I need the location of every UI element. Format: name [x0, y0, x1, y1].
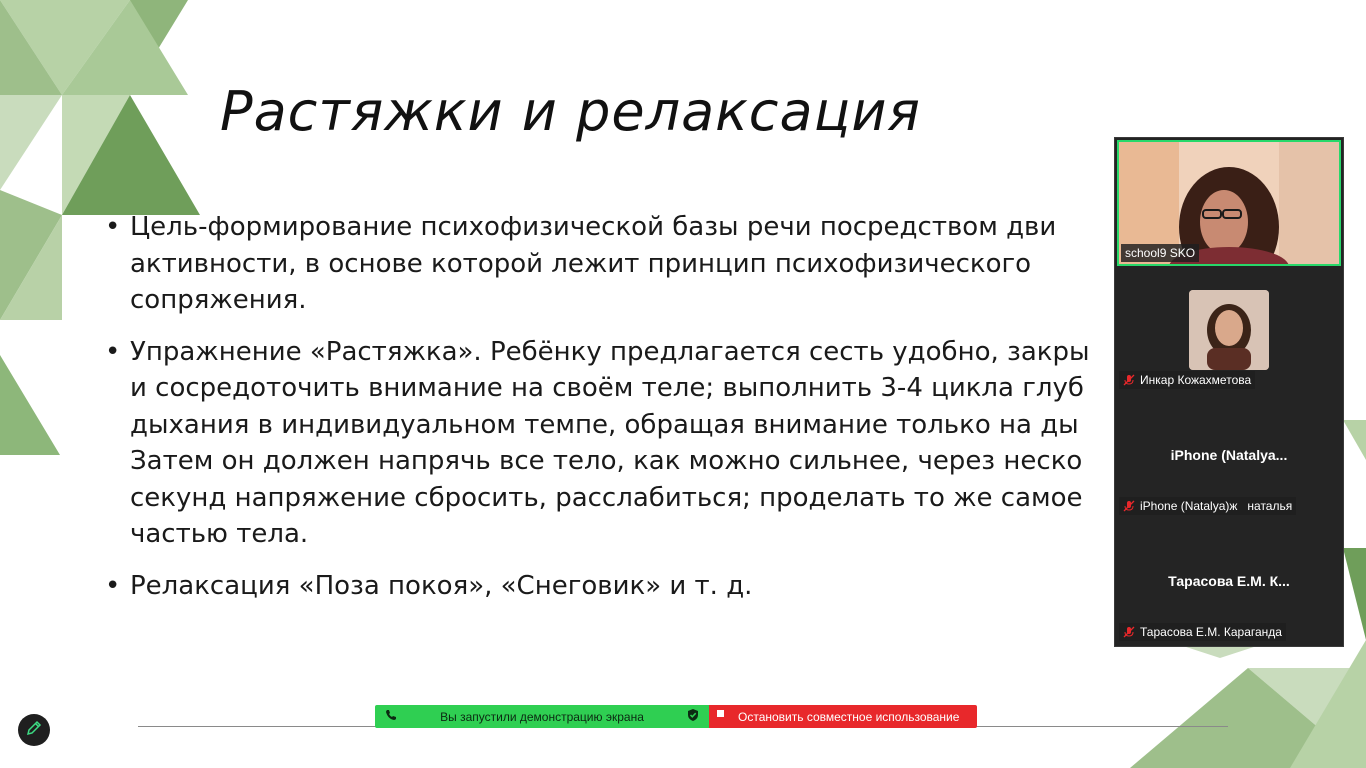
- participant-avatar: [1189, 290, 1269, 370]
- participant-name-tag: [1119, 371, 1255, 389]
- participant-display-name: iPhone (Natalya...: [1170, 447, 1288, 463]
- mic-muted-icon: [1123, 374, 1135, 386]
- stop-square-icon: [717, 710, 724, 717]
- participant-name-tag: [1119, 497, 1296, 515]
- bullet-item: • Цель-формирование психофизической базы речи посредством дви активности, в основе которой лежит принцип психофизического сопряжения.: [105, 209, 1115, 319]
- participant-name: iPhone (Natalya)ж наталья: [1140, 499, 1293, 513]
- stop-share-label: Остановить совместное использование: [738, 709, 960, 724]
- share-status: [375, 705, 709, 728]
- slide-title: Растяжки и релаксация: [220, 80, 921, 143]
- participant-display-name: Тарасова Е.М. К...: [1168, 573, 1290, 589]
- phone-icon: [385, 709, 397, 724]
- video-name-tag: school9 SKO: [1121, 244, 1199, 262]
- pen-icon: [25, 719, 43, 741]
- annotate-button[interactable]: [18, 714, 50, 746]
- participant-name-tag: [1119, 623, 1286, 641]
- stop-share-button[interactable]: [709, 705, 977, 728]
- mic-muted-icon: [1123, 500, 1135, 512]
- participant-name: Тарасова Е.М. Караганда: [1140, 625, 1282, 639]
- participants-panel: [1114, 137, 1344, 647]
- mic-muted-icon: [1123, 626, 1135, 638]
- slide-bullets: [105, 209, 1115, 619]
- bullet-item: • Релаксация «Поза покоя», «Снеговик» и т. д.: [105, 568, 1115, 605]
- active-speaker-video[interactable]: [1117, 140, 1341, 266]
- shield-check-icon: [687, 709, 699, 724]
- screen-share-bar: [375, 705, 977, 728]
- bullet-item: • Упражнение «Растяжка». Ребёнку предлагается сесть удобно, закры и сосредоточить внимание на своём теле; выполнить 3-4 цикла глуб дыхания в индивидуальном темпе, обращая внимание только на ды Затем он должен напрячь все тело, как можно сильнее, через неско секунд напряжение сбросить, расслабиться; проделать то же самое частью тела.: [105, 334, 1115, 553]
- participant-name: Инкар Кожахметова: [1140, 373, 1252, 387]
- share-status-text: Вы запустили демонстрацию экрана: [440, 709, 644, 724]
